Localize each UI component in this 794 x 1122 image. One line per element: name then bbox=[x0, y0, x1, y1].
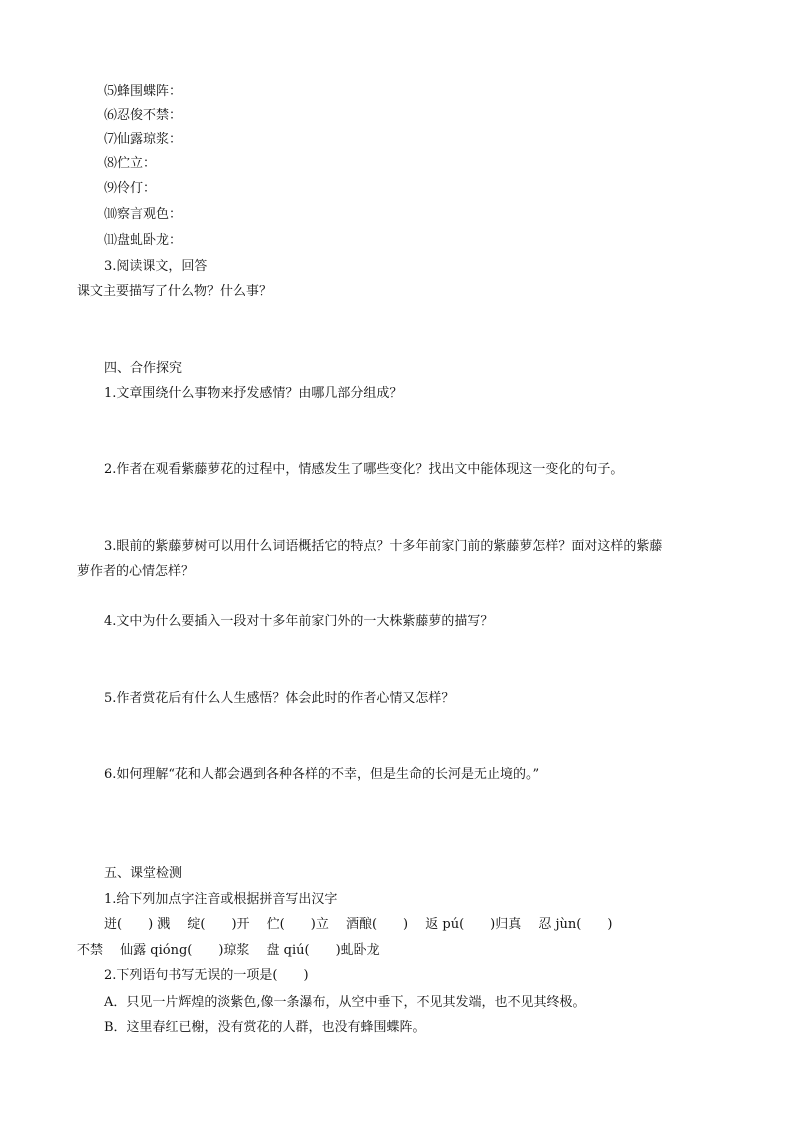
section4-question-6: 6.如何理解“花和人都会遇到各种各样的不幸，但是生命的长河是无止境的。” bbox=[104, 767, 540, 782]
section5-question-1-items-line1: 迸( ) 溅 绽( )开 伫( )立 酒酿( ) 返 pú( )归真 忍 jùn( ) bbox=[104, 917, 613, 932]
section5-question-1: 1.给下列加点字注音或根据拼音写出汉字 bbox=[104, 892, 338, 907]
section5-title: 五、课堂检测 bbox=[104, 866, 183, 881]
vocab-item-7: ⑺仙露琼浆： bbox=[104, 132, 183, 147]
section4-question-1: 1.文章围绕什么事物来抒发感情？由哪几部分组成？ bbox=[104, 386, 403, 401]
section4-title: 四、合作探究 bbox=[104, 361, 183, 376]
section5-question-2: 2.下列语句书写无误的一项是( ) bbox=[104, 968, 309, 983]
section4-question-2: 2.作者在观看紫藤萝花的过程中，情感发生了哪些变化？找出文中能体现这一变化的句子。 bbox=[104, 462, 624, 477]
section4-question-4: 4.文中为什么要插入一段对十多年前家门外的一大株紫藤萝的描写？ bbox=[104, 614, 494, 629]
section5-question-1-items-line2: 不禁 仙露 qióng( )琼浆 盘 qiú( )虬卧龙 bbox=[77, 943, 380, 958]
vocab-item-11: ⑾盘虬卧龙： bbox=[104, 233, 183, 248]
vocab-item-5: ⑸蜂围蝶阵： bbox=[104, 84, 183, 99]
section5-option-a: A．只见一片辉煌的淡紫色,像一条瀑布，从空中垂下，不见其发端，也不见其终极。 bbox=[104, 995, 586, 1010]
vocab-item-10: ⑽察言观色： bbox=[104, 207, 183, 222]
section4-question-3-line2: 萝作者的心情怎样？ bbox=[77, 564, 195, 579]
vocab-item-6: ⑹忍俊不禁： bbox=[104, 108, 183, 123]
section4-question-3-line1: 3.眼前的紫藤萝树可以用什么词语概括它的特点？十多年前家门前的紫藤萝怎样？面对这样的紫藤 bbox=[104, 539, 663, 554]
vocab-item-9: ⑼伶仃： bbox=[104, 181, 157, 196]
section4-question-5: 5.作者赏花后有什么人生感悟？体会此时的作者心情又怎样？ bbox=[104, 691, 455, 706]
task3-question: 课文主要描写了什么物？什么事？ bbox=[77, 284, 273, 299]
section5-option-b: B．这里春红已榭，没有赏花的人群，也没有蜂围蝶阵。 bbox=[104, 1020, 426, 1035]
task3-heading: 3.阅读课文，回答 bbox=[104, 259, 208, 274]
vocab-item-8: ⑻伫立： bbox=[104, 156, 157, 171]
